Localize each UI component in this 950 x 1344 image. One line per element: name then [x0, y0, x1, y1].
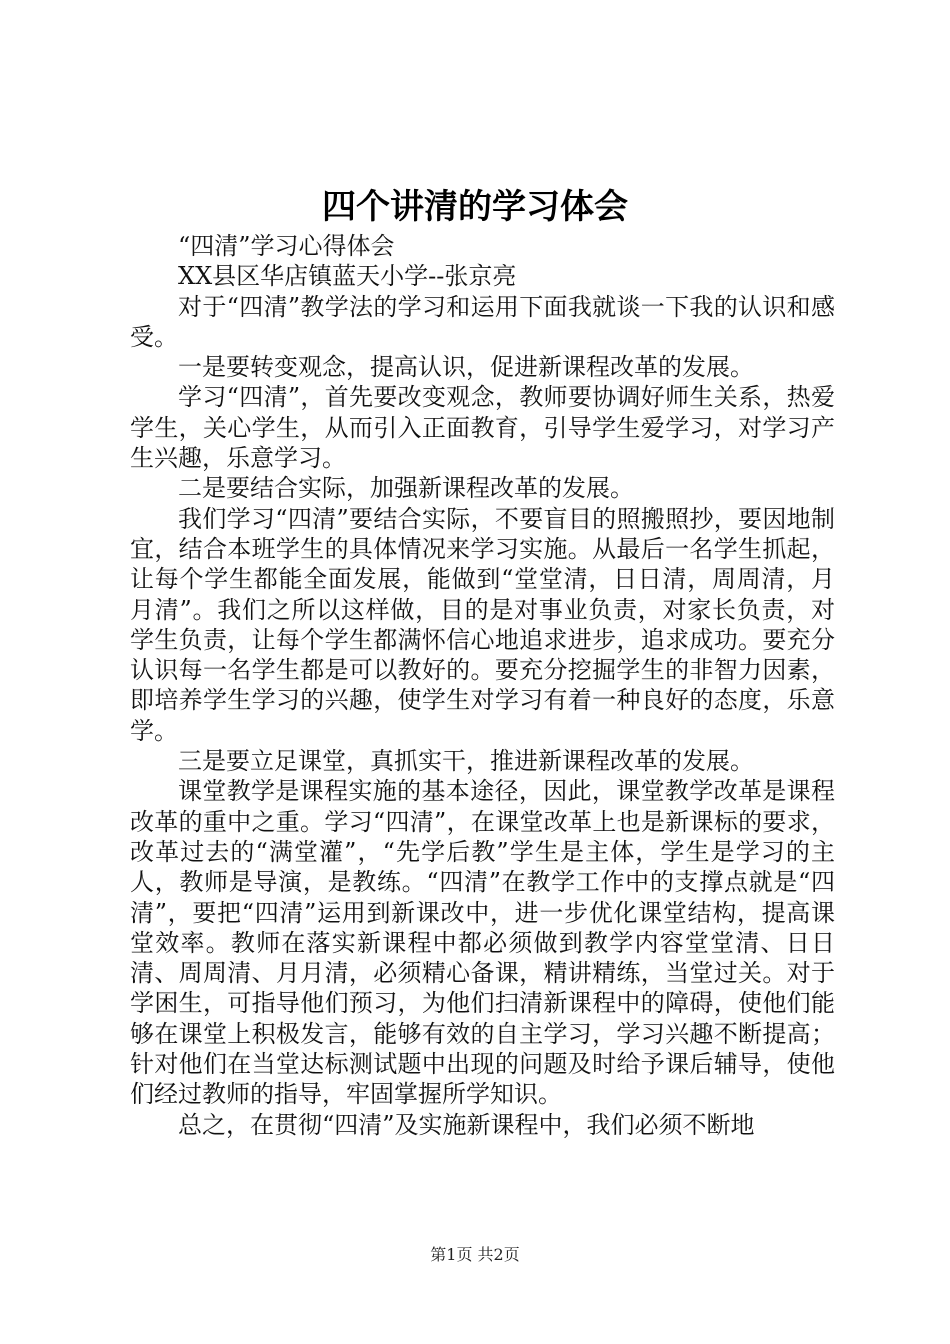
- page-footer: 第1页 共2页: [430, 1245, 520, 1264]
- paragraph: 我们学习“四清”要结合实际，不要盲目的照搬照抄，要因地制宜，结合本班学生的具体情况来学习实施。从最后一名学生抓起，让每个学生都能全面发展，能做到“堂堂清，日日清，周周清，月月清”。我们之所以这样做，目的是对事业负责，对家长负责，对学生负责，让每个学生都满怀信心地追求进步，追求成功。要充分认识每一名学生都是可以教好的。要充分挖掘学生的非智力因素，即培养学生学习的兴趣，使学生对学习有着一种良好的态度，乐意学。: [130, 504, 835, 745]
- paragraph: 对于“四清”教学法的学习和运用下面我就谈一下我的认识和感受。: [130, 292, 835, 351]
- document-title: 四个讲清的学习体会: [322, 187, 628, 227]
- paragraph: “四清”学习心得体会: [178, 232, 395, 260]
- paragraph: 三是要立足课堂，真抓实干，推进新课程改革的发展。: [178, 747, 754, 776]
- paragraph: 学习“四清”，首先要改变观念，教师要协调好师生关系，热爱学生，关心学生，从而引入正面教育，引导学生爱学习，对学习产生兴趣，乐意学习。: [130, 383, 835, 473]
- paragraph: 二是要结合实际，加强新课程改革的发展。: [178, 474, 634, 503]
- document-body: [130, 231, 835, 1140]
- paragraph: 一是要转变观念，提高认识，促进新课程改革的发展。: [178, 353, 754, 382]
- paragraph: 总之，在贯彻“四清”及实施新课程中，我们必须不断地: [178, 1110, 755, 1139]
- paragraph: XX县区华店镇蓝天小学--张京亮: [178, 262, 517, 291]
- paragraph: 课堂教学是课程实施的基本途径，因此，课堂教学改革是课程改革的重中之重。学习“四清”，在课堂改革上也是新课标的要求，改革过去的“满堂灌”，“先学后教”学生是主体，学生是学习的主人，教师是导演，是教练。“四清”在教学工作中的支撑点就是“四清”，要把“四清”运用到新课改中，进一步优化课堂结构，提高课堂效率。教师在落实新课程中都必须做到教学内容堂堂清、日日清、周周清、月月清，必须精心备课，精讲精练，当堂过关。对于学困生，可指导他们预习，为他们扫清新课程中的障碍，使他们能够在课堂上积极发言，能够有效的自主学习，学习兴趣不断提高；针对他们在当堂达标测试题中出现的问题及时给予课后辅导，使他们经过教师的指导，牢固掌握所学知识。: [130, 777, 835, 1109]
